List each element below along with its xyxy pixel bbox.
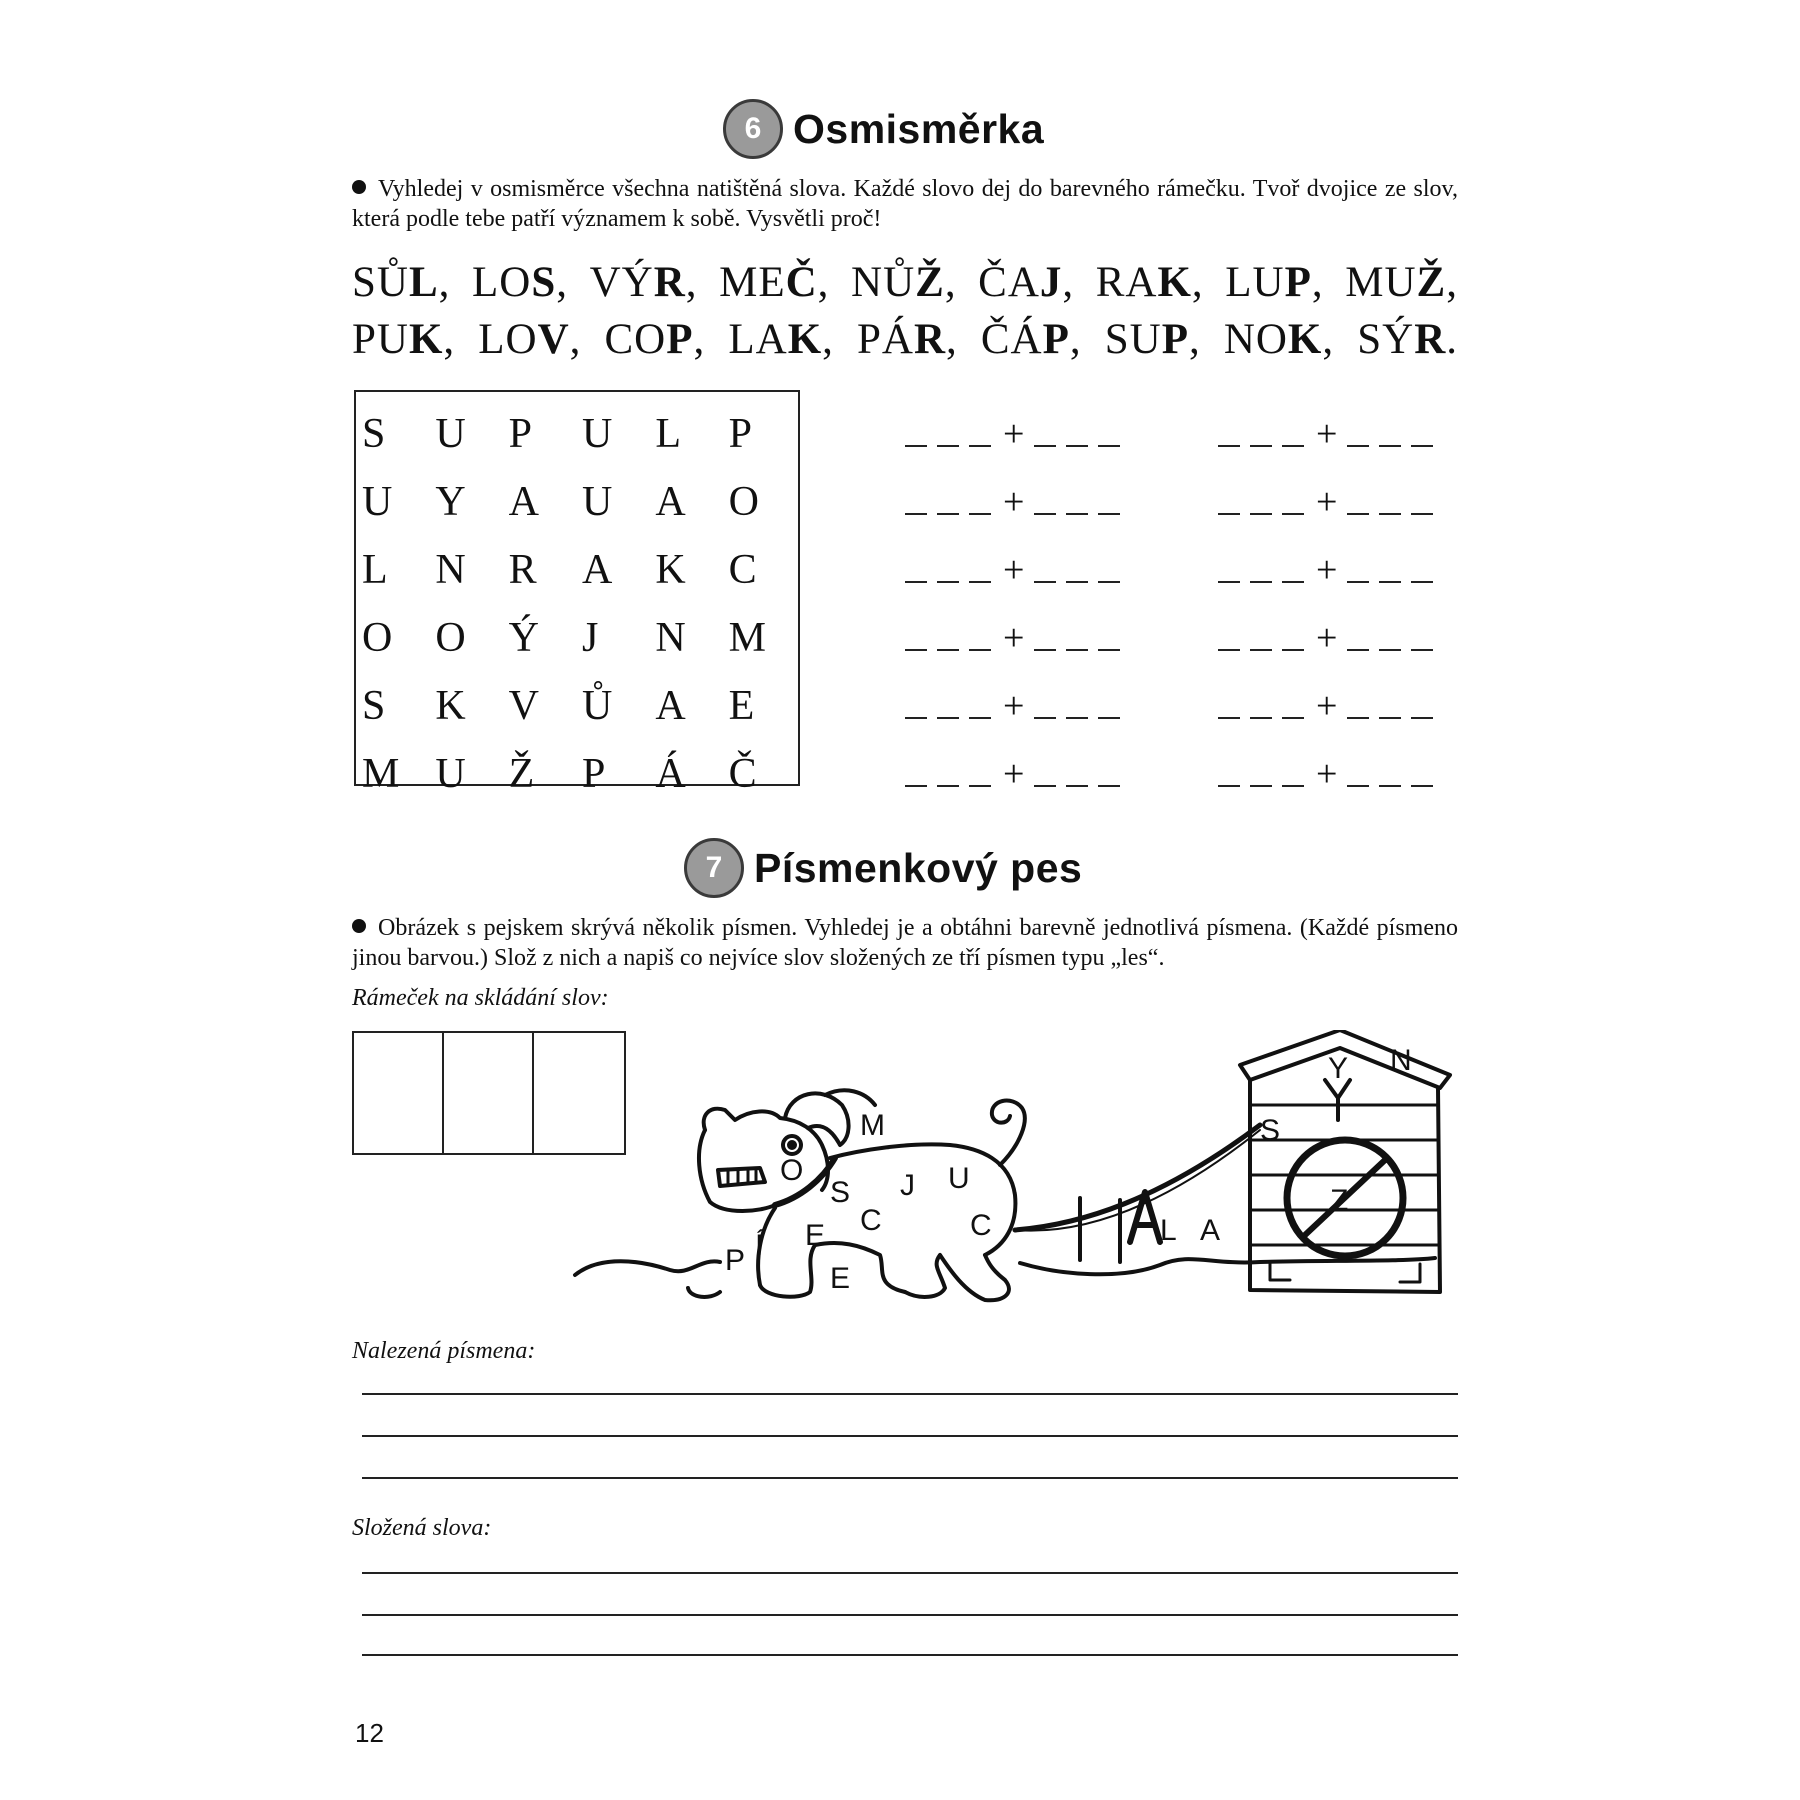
word-item: SÝR. — [1357, 316, 1458, 363]
page-number: 12 — [355, 1718, 384, 1748]
blank-slot[interactable] — [1347, 580, 1369, 583]
grid-letter[interactable]: O — [435, 615, 466, 661]
pair-answer-row[interactable] — [1218, 589, 1443, 657]
section-7-heading — [684, 838, 1082, 898]
letter-slot[interactable] — [444, 1033, 534, 1154]
bullet-icon — [352, 180, 366, 194]
blank-slot[interactable] — [1066, 444, 1088, 447]
dog-letter: L — [1160, 1214, 1177, 1247]
dog-letter: Í — [755, 1229, 764, 1262]
grid-letter[interactable]: K — [435, 683, 466, 729]
blank-slot[interactable] — [1250, 648, 1272, 651]
word-list — [352, 258, 1458, 364]
blank-slot[interactable] — [1218, 512, 1240, 515]
grid-letter[interactable]: Y — [435, 479, 466, 525]
word-item: LOV, — [478, 316, 582, 363]
blank-slot[interactable] — [1034, 512, 1056, 515]
blank-slot[interactable] — [969, 580, 991, 583]
blank-slot[interactable] — [1411, 784, 1433, 787]
grid-letter[interactable]: K — [655, 547, 686, 593]
grid-letter[interactable]: S — [362, 411, 386, 457]
section-title: Písmenkový pes — [754, 844, 1083, 891]
grid-row — [358, 400, 798, 468]
grid-letter[interactable]: U — [435, 411, 466, 457]
write-line[interactable] — [362, 1435, 1458, 1437]
grid-letter[interactable]: P — [728, 411, 752, 457]
blank-slot[interactable] — [905, 512, 927, 515]
blank-slot[interactable] — [1282, 580, 1304, 583]
word-item: MUŽ, — [1345, 259, 1458, 306]
pair-answer-row[interactable] — [905, 453, 1130, 521]
grid-letter[interactable]: Č — [728, 751, 757, 797]
blank-slot[interactable] — [1411, 580, 1433, 583]
word-item: LUP, — [1225, 259, 1324, 306]
grid-letter[interactable]: L — [362, 547, 388, 593]
blank-slot[interactable] — [1066, 512, 1088, 515]
grid-letter[interactable]: U — [581, 411, 613, 457]
blank-slot[interactable] — [1066, 648, 1088, 651]
dog-letter: J — [900, 1169, 915, 1202]
blank-slot[interactable] — [937, 784, 959, 787]
pair-answer-row[interactable] — [905, 725, 1130, 793]
word-item: SŮL, — [352, 259, 451, 306]
dog-letter: U — [948, 1162, 970, 1195]
plus-sign: + — [1316, 753, 1338, 795]
section-title: Osmisměrka — [793, 105, 1045, 152]
pair-answer-row[interactable] — [905, 589, 1130, 657]
blank-slot[interactable] — [1218, 716, 1240, 719]
grid-letter[interactable]: N — [435, 547, 466, 593]
grid-letter[interactable]: R — [508, 547, 537, 593]
word-item: VÝR, — [589, 259, 698, 306]
dog-letter: Y — [1328, 1052, 1349, 1085]
word-item: MEČ, — [719, 259, 830, 306]
word-item: COP, — [604, 316, 706, 363]
section-number-badge: 6 — [723, 99, 783, 159]
blank-slot[interactable] — [937, 716, 959, 719]
blank-slot[interactable] — [905, 580, 927, 583]
grid-letter[interactable]: Ů — [581, 683, 613, 729]
grid-letter[interactable]: L — [655, 411, 681, 457]
write-line[interactable] — [362, 1572, 1458, 1574]
grid-letter[interactable]: C — [728, 547, 757, 593]
section-7-instruction — [352, 913, 1458, 973]
word-item: SUP, — [1104, 316, 1201, 363]
grid-row — [358, 536, 798, 604]
plus-sign: + — [1003, 549, 1025, 591]
blank-slot[interactable] — [1098, 716, 1120, 719]
plus-sign: + — [1316, 549, 1338, 591]
blank-slot[interactable] — [1034, 648, 1056, 651]
word-item: PUK, — [352, 316, 456, 363]
box-label: Rámeček na skládání slov: — [352, 985, 609, 1011]
grid-letter[interactable]: Á — [655, 751, 686, 797]
word-item: ČÁP, — [980, 316, 1082, 363]
blank-slot[interactable] — [937, 580, 959, 583]
grid-letter[interactable]: V — [508, 683, 539, 729]
write-line[interactable] — [362, 1393, 1458, 1395]
blank-slot[interactable] — [905, 444, 927, 447]
blank-slot[interactable] — [1250, 580, 1272, 583]
blank-slot[interactable] — [1411, 512, 1433, 515]
blank-slot[interactable] — [1218, 648, 1240, 651]
blank-slot[interactable] — [1098, 784, 1120, 787]
dog-letter: E — [805, 1219, 826, 1252]
instruction-text: Obrázek s pejskem skrývá několik písmen. Vyhledej je a obtáhni barevně jednotlivá písmena. (Každé písmeno jinou barvou.) Slož z nich a napiš co nejvíce slov složených ze tří písmen typu „les“. — [352, 915, 1458, 971]
blank-slot[interactable] — [1250, 512, 1272, 515]
blank-slot[interactable] — [1282, 784, 1304, 787]
grid-letter[interactable]: J — [581, 615, 599, 661]
blank-slot[interactable] — [1282, 648, 1304, 651]
write-line[interactable] — [362, 1654, 1458, 1656]
grid-letter[interactable]: M — [728, 615, 766, 661]
blank-slot[interactable] — [1282, 512, 1304, 515]
blank-slot[interactable] — [905, 784, 927, 787]
blank-slot[interactable] — [969, 444, 991, 447]
grid-letter[interactable]: S — [362, 683, 386, 729]
blank-slot[interactable] — [1250, 716, 1272, 719]
grid-letter[interactable]: A — [581, 547, 613, 593]
plus-sign: + — [1003, 413, 1025, 455]
grid-letter[interactable]: A — [655, 479, 686, 525]
grid-letter[interactable]: U — [362, 479, 393, 525]
pair-answer-row[interactable] — [1218, 521, 1443, 589]
found-letters-label: Nalezená písmena: — [352, 1338, 536, 1364]
dog-letter: Z — [1330, 1184, 1349, 1217]
grid-letter[interactable]: U — [435, 751, 466, 797]
blank-slot[interactable] — [1379, 784, 1401, 787]
dog-letter: N — [1390, 1044, 1412, 1077]
blank-slot[interactable] — [969, 716, 991, 719]
dog-letter: S — [830, 1176, 851, 1209]
dog-letter: M — [860, 1109, 885, 1142]
blank-slot[interactable] — [1379, 444, 1401, 447]
pair-answer-row[interactable] — [905, 521, 1130, 589]
dog-letter: A — [1200, 1214, 1221, 1247]
blank-slot[interactable] — [1379, 716, 1401, 719]
word-item: ČAJ, — [978, 259, 1075, 306]
blank-slot[interactable] — [1379, 648, 1401, 651]
pair-answer-row[interactable] — [905, 385, 1130, 453]
grid-letter[interactable]: Ý — [508, 615, 539, 661]
dog-letter: P — [725, 1244, 746, 1277]
blank-slot[interactable] — [1347, 648, 1369, 651]
section-6-heading — [723, 99, 1044, 159]
pair-answer-row[interactable] — [1218, 385, 1443, 453]
plus-sign: + — [1003, 753, 1025, 795]
blank-slot[interactable] — [1379, 512, 1401, 515]
plus-sign: + — [1316, 481, 1338, 523]
dog-letter: S — [1260, 1114, 1281, 1147]
letter-slot[interactable] — [354, 1033, 444, 1154]
blank-slot[interactable] — [1098, 512, 1120, 515]
section-number-badge: 7 — [684, 838, 744, 898]
plus-sign: + — [1316, 685, 1338, 727]
blank-slot[interactable] — [937, 444, 959, 447]
blank-slot[interactable] — [1218, 580, 1240, 583]
blank-slot[interactable] — [1034, 444, 1056, 447]
blank-slot[interactable] — [1098, 580, 1120, 583]
word-item: PÁR, — [856, 316, 958, 363]
pair-answer-row[interactable] — [905, 657, 1130, 725]
blank-slot[interactable] — [969, 512, 991, 515]
word-item: NOK, — [1223, 316, 1335, 363]
grid-letter[interactable]: A — [508, 479, 539, 525]
blank-slot[interactable] — [1347, 784, 1369, 787]
blank-slot[interactable] — [969, 648, 991, 651]
blank-slot[interactable] — [1282, 444, 1304, 447]
word-search-grid — [354, 390, 800, 797]
plus-sign: + — [1003, 481, 1025, 523]
blank-slot[interactable] — [905, 716, 927, 719]
blank-slot[interactable] — [1347, 716, 1369, 719]
word-item: LOS, — [472, 259, 568, 306]
blank-slot[interactable] — [1411, 648, 1433, 651]
word-item: LAK, — [728, 316, 834, 363]
pair-answer-row[interactable] — [1218, 657, 1443, 725]
blank-slot[interactable] — [1066, 784, 1088, 787]
word-list-line — [352, 315, 1458, 364]
blank-slot[interactable] — [937, 648, 959, 651]
blank-slot[interactable] — [969, 784, 991, 787]
blank-slot[interactable] — [905, 648, 927, 651]
grid-letter[interactable]: P — [581, 751, 606, 797]
word-item: NŮŽ, — [851, 259, 957, 306]
blank-slot[interactable] — [1347, 444, 1369, 447]
instruction-text: Vyhledej v osmisměrce všechna natištěná slova. Každé slovo dej do barevného rámečku. Tvoř dvojice ze slov, která podle tebe patří významem k sobě. Vysvětli proč! — [352, 176, 1458, 232]
dog-letter: C — [860, 1204, 882, 1237]
grid-letter[interactable]: N — [655, 615, 686, 661]
blank-slot[interactable] — [1379, 580, 1401, 583]
grid-row — [358, 740, 798, 808]
section-6-instruction — [352, 174, 1458, 234]
grid-letter[interactable]: O — [728, 479, 759, 525]
dog-letter: E — [830, 1262, 851, 1295]
grid-row — [358, 604, 798, 672]
word-list-line — [352, 258, 1458, 307]
blank-slot[interactable] — [1098, 444, 1120, 447]
grid-letter[interactable]: M — [362, 751, 400, 797]
pair-answer-row[interactable] — [1218, 453, 1443, 521]
blank-slot[interactable] — [937, 512, 959, 515]
pairs-column-left — [905, 385, 1130, 793]
blank-slot[interactable] — [1218, 784, 1240, 787]
grid-letter[interactable]: O — [362, 615, 393, 661]
blank-slot[interactable] — [1034, 784, 1056, 787]
blank-slot[interactable] — [1282, 716, 1304, 719]
composed-words-label: Složená slova: — [352, 1515, 492, 1541]
pair-answer-row[interactable] — [1218, 725, 1443, 793]
bullet-icon — [352, 919, 366, 933]
grid-row — [358, 468, 798, 536]
blank-slot[interactable] — [1411, 444, 1433, 447]
plus-sign: + — [1316, 413, 1338, 455]
dog-letter: O — [780, 1154, 804, 1187]
blank-slot[interactable] — [1066, 716, 1088, 719]
grid-letter[interactable]: Ž — [508, 751, 535, 797]
blank-slot[interactable] — [1034, 580, 1056, 583]
blank-slot[interactable] — [1411, 716, 1433, 719]
blank-slot[interactable] — [1347, 512, 1369, 515]
grid-row — [358, 672, 798, 740]
word-item: RAK, — [1095, 259, 1204, 306]
grid-letter[interactable]: P — [508, 411, 533, 457]
write-line[interactable] — [362, 1614, 1458, 1616]
blank-slot[interactable] — [1034, 716, 1056, 719]
plus-sign: + — [1003, 617, 1025, 659]
dog-letter: C — [970, 1209, 992, 1242]
write-line[interactable] — [362, 1477, 1458, 1479]
pairs-column-right — [1218, 385, 1443, 793]
grid-letter[interactable]: A — [655, 683, 686, 729]
grid-letter[interactable]: U — [581, 479, 613, 525]
blank-slot[interactable] — [1098, 648, 1120, 651]
blank-slot[interactable] — [1250, 784, 1272, 787]
plus-sign: + — [1003, 685, 1025, 727]
dog-illustration — [560, 1030, 1460, 1330]
blank-slot[interactable] — [1250, 444, 1272, 447]
plus-sign: + — [1316, 617, 1338, 659]
grid-letter[interactable]: E — [728, 683, 755, 729]
blank-slot[interactable] — [1066, 580, 1088, 583]
blank-slot[interactable] — [1218, 444, 1240, 447]
